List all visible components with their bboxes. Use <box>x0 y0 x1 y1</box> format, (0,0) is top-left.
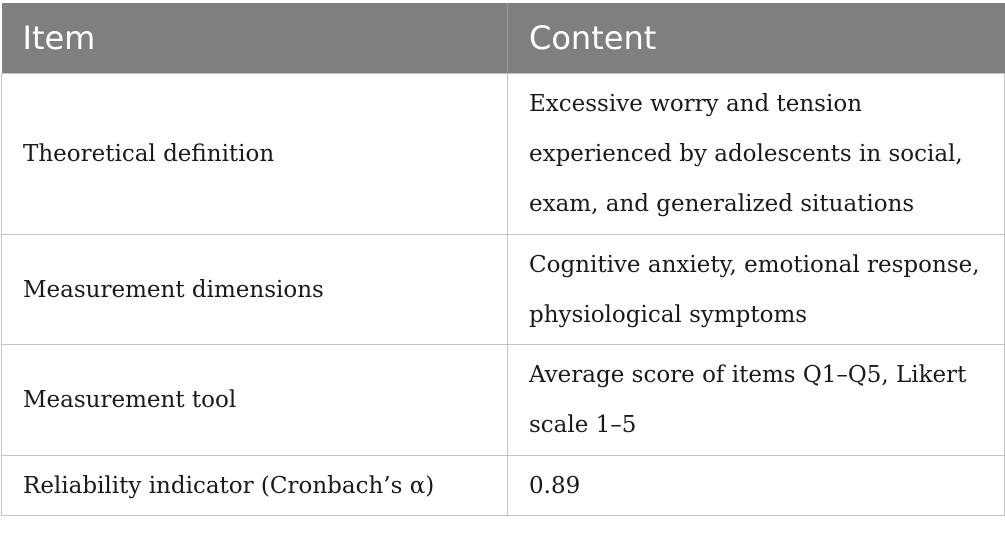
info-table <box>1 3 1005 516</box>
info-table-container <box>1 3 1004 516</box>
row-content-cell: Average score of items Q1–Q5, Likert scale 1–5 <box>508 345 1005 456</box>
table-row <box>2 74 1005 235</box>
column-header-content: Content <box>508 3 1005 74</box>
row-item-cell: Theoretical definition <box>2 74 508 235</box>
table-header-row <box>2 3 1005 74</box>
table-row <box>2 235 1005 345</box>
row-content-cell: Excessive worry and tension experienced by adolescents in social, exam, and generalized situations <box>508 74 1005 235</box>
row-content-cell: Cognitive anxiety, emotional response, physiological symptoms <box>508 235 1005 345</box>
table-row <box>2 456 1005 516</box>
row-item-cell: Measurement dimensions <box>2 235 508 345</box>
row-item-cell: Measurement tool <box>2 345 508 456</box>
row-item-cell: Reliability indicator (Cronbach’s α) <box>2 456 508 516</box>
row-content-cell: 0.89 <box>508 456 1005 516</box>
column-header-item: Item <box>2 3 508 74</box>
table-row <box>2 345 1005 456</box>
